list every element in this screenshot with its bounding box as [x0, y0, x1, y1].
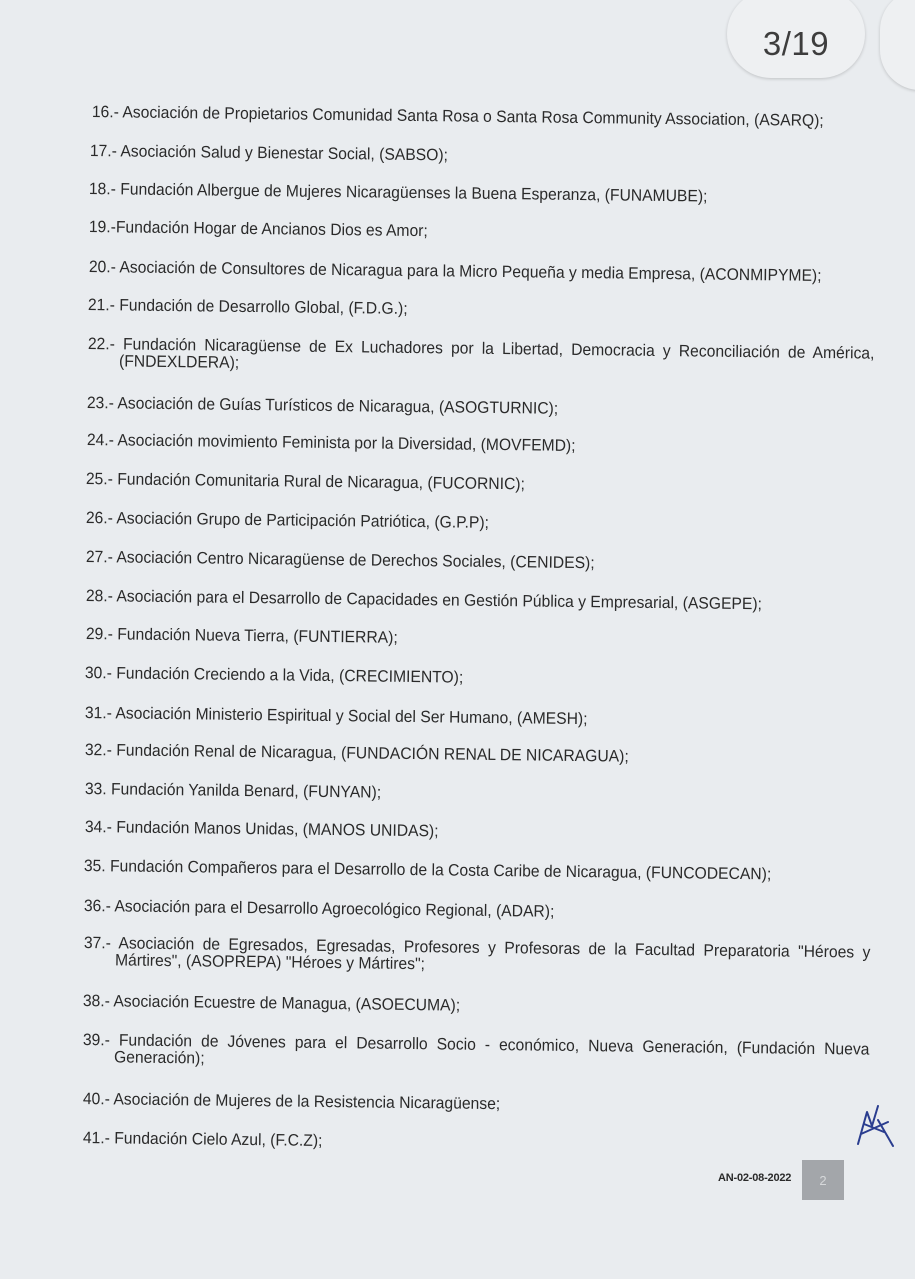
list-item: 17.- Asociación Salud y Bienestar Social, (SABSO);: [89, 142, 449, 165]
list-item: 29.- Fundación Nueva Tierra, (FUNTIERRA);: [85, 625, 398, 647]
list-item: 40.- Asociación de Mujeres de la Resistencia Nicaragüense;: [82, 1090, 501, 1114]
page-number: 2: [802, 1160, 844, 1200]
list-item: 34.- Fundación Manos Unidas, (MANOS UNIDAS);: [84, 818, 439, 841]
document-code: AN-02-08-2022: [718, 1172, 792, 1184]
list-item: 23.- Asociación de Guías Turísticos de Nicaragua, (ASOGTURNIC);: [86, 394, 559, 418]
list-item: 26.- Asociación Grupo de Participación Patriótica, (G.P.P);: [85, 509, 490, 532]
list-item: 41.- Fundación Cielo Azul, (F.C.Z);: [82, 1129, 323, 1150]
page-indicator: 3/19: [762, 25, 830, 62]
list-item: 39.- Fundación de Jóvenes para el Desarrollo Socio - económico, Nueva Generación, (Fundación Nueva Generación);: [82, 1031, 870, 1068]
list-item: 31.- Asociación Ministerio Espiritual y Social del Ser Humano, (AMESH);: [84, 704, 588, 729]
list-item: 38.- Asociación Ecuestre de Managua, (ASOECUMA);: [82, 992, 461, 1015]
list-item: 30.- Fundación Creciendo a la Vida, (CRECIMIENTO);: [84, 664, 464, 687]
list-item: 36.- Asociación para el Desarrollo Agroecológico Regional, (ADAR);: [83, 897, 555, 921]
list-item: 32.- Fundación Renal de Nicaragua, (FUNDACIÓN RENAL DE NICARAGUA);: [84, 741, 629, 766]
list-item: 22.- Fundación Nicaragüense de Ex Luchadores por la Libertad, Democracia y Reconciliación de América, (FNDEXLDERA);: [87, 335, 875, 372]
list-item: 33. Fundación Yanilda Benard, (FUNYAN);: [84, 780, 382, 802]
list-item: 16.- Asociación de Propietarios Comunidad Santa Rosa o Santa Rosa Community Association, (ASARQ);: [91, 103, 824, 130]
list-item: 37.- Asociación de Egresados, Egresadas, Profesores y Profesoras de la Facultad Preparatoria "Héroes y Mártires", (ASOPREPA) "Héroes y Mártires";: [83, 934, 871, 974]
list-item: 18.- Fundación Albergue de Mujeres Nicaragüenses la Buena Esperanza, (FUNAMUBE);: [88, 180, 708, 206]
list-item: 25.- Fundación Comunitaria Rural de Nicaragua, (FUCORNIC);: [85, 470, 526, 494]
list-item: 35. Fundación Compañeros para el Desarrollo de la Costa Caribe de Nicaragua, (FUNCODECAN);: [83, 857, 772, 884]
list-item: 27.- Asociación Centro Nicaragüense de Derechos Sociales, (CENIDES);: [85, 548, 595, 573]
list-item: 21.- Fundación de Desarrollo Global, (F.D.G.);: [87, 296, 408, 318]
list-item: 24.- Asociación movimiento Feminista por la Diversidad, (MOVFEMD);: [86, 431, 576, 455]
list-item: 28.- Asociación para el Desarrollo de Capacidades en Gestión Pública y Empresarial, (ASGEPE);: [85, 587, 763, 614]
signature-initials-icon: [848, 1100, 896, 1150]
list-item: 20.- Asociación de Consultores de Nicaragua para la Micro Pequeña y media Empresa, (ACONMIPYME);: [88, 258, 822, 285]
list-item: 19.-Fundación Hogar de Ancianos Dios es Amor;: [88, 218, 428, 241]
